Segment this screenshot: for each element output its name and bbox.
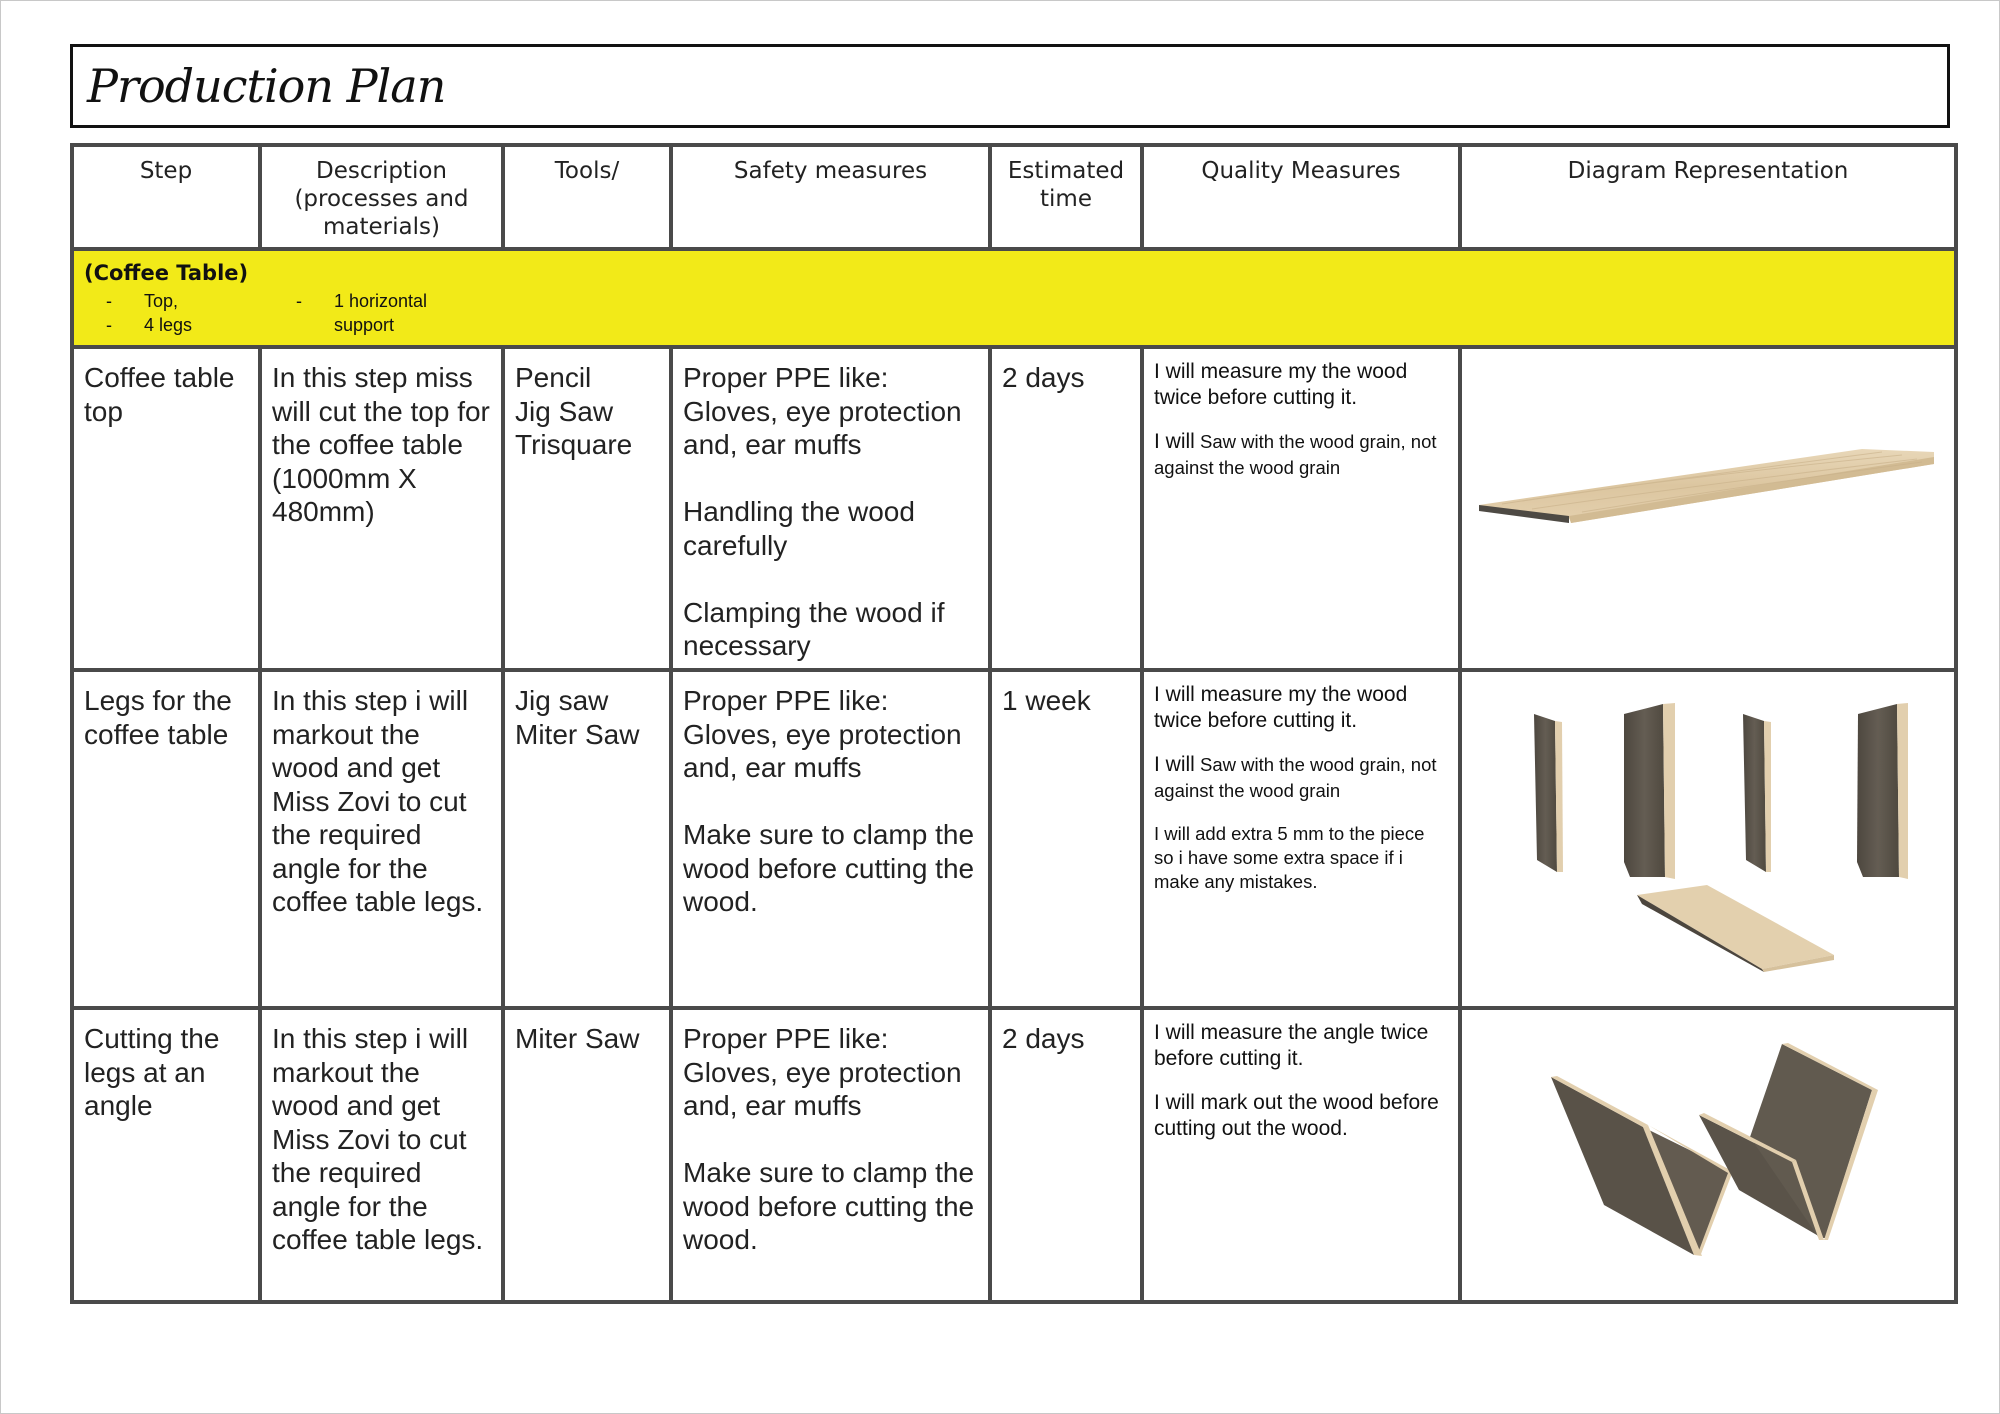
- table-border-bottom: [70, 1300, 1958, 1304]
- parts-list-1: [106, 289, 192, 337]
- quality-note: [1154, 682, 1448, 734]
- row3-tools: Miter Saw: [515, 1023, 640, 1054]
- header-diagram: Diagram Representation: [1567, 158, 1849, 184]
- page-title: Production Plan: [87, 59, 446, 113]
- row1-time: 2 days: [1002, 362, 1085, 393]
- list-item: - Top,: [106, 291, 179, 311]
- leg-piece: [1857, 704, 1899, 877]
- row2-step: Legs for the coffee table: [84, 685, 232, 750]
- row2-safety: Proper PPE like: Gloves, eye protection and, ear muffs Make sure to clamp the wood before cutting the wood.: [683, 685, 975, 917]
- quality-note-lead: I will: [1154, 430, 1195, 453]
- header-description: Description (processes and materials): [294, 158, 469, 240]
- leg-piece: [1534, 714, 1557, 872]
- leg-piece: [1624, 704, 1665, 877]
- list-item: - 4 legs: [106, 315, 193, 335]
- header-tools: Tools/: [554, 158, 620, 184]
- parts-list-2: [296, 289, 486, 337]
- quality-note-text: I will measure my the wood twice before cutting it.: [1154, 683, 1408, 732]
- quality-note-lead: I will: [1154, 753, 1195, 776]
- leg-edge: [1663, 703, 1675, 879]
- board-top-surface: [1479, 449, 1934, 523]
- quality-note: [1154, 429, 1448, 481]
- list-item-text: 1 horizontal support: [334, 291, 428, 335]
- row2-diagram: [1462, 672, 1954, 1006]
- row1-quality: [1144, 349, 1458, 668]
- row1-diagram: [1462, 349, 1954, 668]
- row2-time: 1 week: [1002, 685, 1091, 716]
- angled-legs-image: [1462, 1010, 1954, 1300]
- row1-tools: Pencil Jig Saw Trisquare: [515, 362, 633, 460]
- row3-step: Cutting the legs at an angle: [84, 1023, 220, 1121]
- quality-note-text: I will measure the angle twice before cutting it.: [1154, 1021, 1429, 1070]
- row1-safety: Proper PPE like: Gloves, eye protection and, ear muffs Handling the wood carefully Clamping the wood if necessary: [683, 362, 962, 661]
- section-band: [74, 251, 1954, 345]
- row1-description: In this step miss will cut the top for the coffee table (1000mm X 480mm): [272, 362, 490, 527]
- quality-note-text: I will mark out the wood before cutting out the wood.: [1154, 1091, 1439, 1140]
- row2-quality: [1144, 672, 1458, 1006]
- legs-and-support-image: [1462, 672, 1954, 1006]
- quality-note-text: I will measure my the wood twice before cutting it.: [1154, 360, 1408, 409]
- row3-safety: Proper PPE like: Gloves, eye protection and, ear muffs Make sure to clamp the wood before cutting the wood.: [683, 1023, 975, 1255]
- table-top-board-image: [1462, 349, 1954, 668]
- row1-step: Coffee table top: [84, 362, 235, 427]
- quality-note-text: Saw with the wood grain, not against the wood grain: [1154, 754, 1437, 801]
- list-item-text: 4 legs: [144, 315, 193, 335]
- leg-piece: [1743, 714, 1766, 872]
- quality-note: [1154, 752, 1448, 804]
- quality-note: [1154, 1090, 1448, 1142]
- list-item: - 1 horizontal support: [296, 291, 428, 335]
- section-title: (Coffee Table): [84, 261, 249, 285]
- header-quality: Quality Measures: [1201, 158, 1401, 184]
- row3-diagram: [1462, 1010, 1954, 1300]
- table-border-right: [1954, 143, 1958, 1304]
- list-item-text: Top,: [144, 291, 179, 311]
- row2-tools: Jig saw Miter Saw: [515, 685, 640, 750]
- quality-note: [1154, 822, 1448, 894]
- row3-description: In this step i will markout the wood and get Miss Zovi to cut the required angle for the coffee table legs.: [272, 1023, 484, 1255]
- header-time: Estimated time: [1007, 158, 1125, 212]
- quality-note-text: Saw with the wood grain, not against the wood grain: [1154, 431, 1437, 478]
- row3-quality: [1144, 1010, 1458, 1300]
- header-safety: Safety measures: [733, 158, 928, 184]
- header-step: Step: [139, 158, 193, 184]
- quality-note: [1154, 1020, 1448, 1072]
- row3-time: 2 days: [1002, 1023, 1085, 1054]
- quality-note-text: I will add extra 5 mm to the piece so i have some extra space if i make any mistakes.: [1154, 823, 1425, 892]
- row2-description: In this step i will markout the wood and get Miss Zovi to cut the required angle for the coffee table legs.: [272, 685, 484, 917]
- support-piece: [1637, 885, 1834, 969]
- quality-note: [1154, 359, 1448, 411]
- title-box: [70, 44, 1950, 128]
